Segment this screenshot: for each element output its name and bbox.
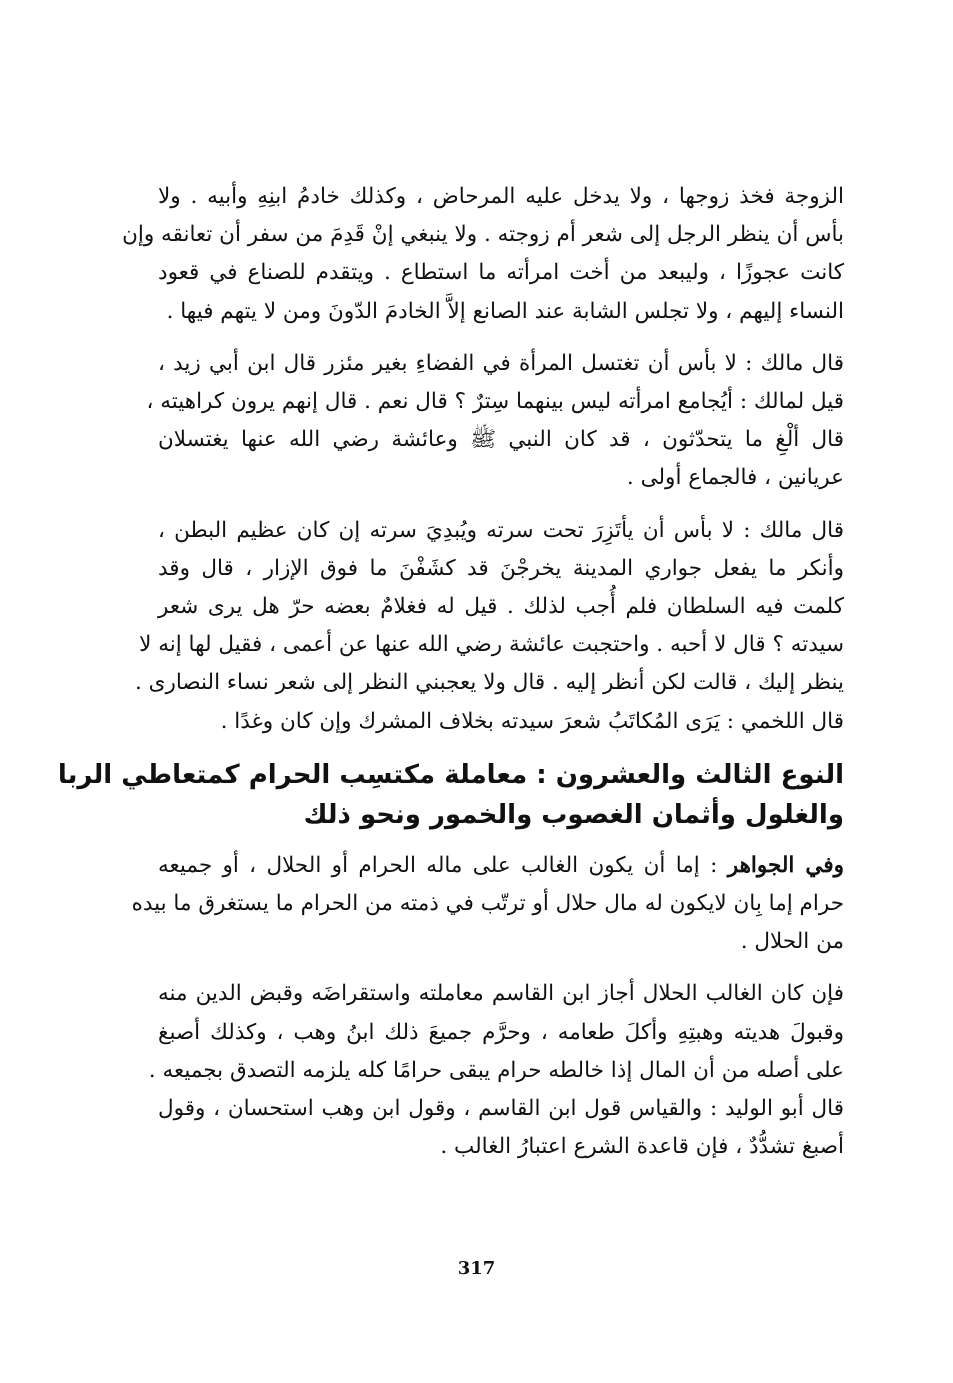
- paragraph-5: [148, 975, 844, 1166]
- paragraph-1: [122, 178, 844, 331]
- text-line: كانت عجوزًا ، وليبعد من أخت امرأته ما استطاع . ويتقدم للصناع في قعود: [158, 260, 844, 286]
- text-line: قال مالك : لا بأس أن تغتسل المرأة في الفضاءِ بغير مئزر قال ابن أبي زيد ،: [158, 350, 844, 376]
- text-line: من الحلال .: [740, 929, 844, 955]
- page-content: [57, 178, 844, 1180]
- bold-lead: وفي الجواهر: [727, 852, 844, 878]
- text-line: قال اللخمي : يَرَى المُكاتَبُ شعرَ سيدته بخلاف المشرك وإن كان وغدًا .: [220, 708, 844, 734]
- text-line: على أصله من أن المال إذا خالطه حرام يبقى حرامًا كله يلزمه التصدق بجميعه .: [148, 1057, 844, 1083]
- paragraph-3: [134, 512, 844, 741]
- section-heading: [57, 755, 844, 835]
- text-line: حرام إما بِان لايكون له مال حلال أو ترتّب في ذمته من الحرام ما يستغرق ما بيده: [131, 891, 844, 917]
- text-line: عريانين ، فالجماع أولى .: [626, 465, 844, 491]
- text-line: وأنكر ما يفعل جواري المدينة يخرجْنَ قد كشَفْنَ ما فوق الإزار ، قال وقد: [158, 555, 844, 581]
- text-line: قال ألْغِ ما يتحدّثون ، قد كان النبي ﷺ وعائشة رضي الله عنها يغتسلان: [158, 427, 844, 453]
- heading-line: النوع الثالث والعشرون : معاملة مكتسِب الحرام كمتعاطي الربا: [57, 759, 844, 790]
- text-line: النساء إليهم ، ولا تجلس الشابة عند الصانع إلاَّ الخادمَ الدّونَ ومن لا يتهم فيها .: [166, 298, 844, 324]
- text-line: أصبغ تشدُّدٌ ، فإن قاعدة الشرع اعتبارُ الغالب .: [440, 1134, 844, 1160]
- text-line: وقبولَ هديته وهبتِهِ وأكلَ طعامه ، وحرَّم جميعَ ذلك ابنُ وهب ، وكذلك أصبغ: [158, 1019, 844, 1045]
- paragraph-4: [131, 847, 844, 962]
- text-line: سيدته ؟ قال لا أحبه . واحتجبت عائشة رضي الله عنها عن أعمى ، فقيل لها إنه لا: [139, 632, 844, 658]
- text-line: ينظر إليك ، قالت لكن أنظر إليه . قال ولا يعجبني النظر إلى شعر نساء النصارى .: [134, 670, 844, 696]
- heading-line: والغلول وأثمان الغصوب والخمور ونحو ذلك: [303, 799, 844, 830]
- page-number: 317: [457, 1258, 496, 1279]
- text-line: بأس أن ينظر الرجل إلى شعر أم زوجته . ولا ينبغي إنْ قَدِمَ من سفر أن تعانقه وإن: [122, 222, 844, 248]
- text-line: [158, 847, 844, 885]
- text-line: الزوجة فخذ زوجها ، ولا يدخل عليه المرحاض ، وكذلك خادمُ ابنِهِ وأبيه . ولا: [158, 184, 844, 209]
- text-line: قال مالك : لا بأس أن يأتَزِرَ تحت سرته ويُبدِيَ سرته إن كان عظيم البطن ،: [158, 517, 844, 543]
- text-line: قيل لمالك : أيُجامع امرأته ليس بينهما سِترٌ ؟ قال نعم . قال إنهم يرون كراهيته ،: [146, 389, 844, 415]
- text-line: قال أبو الوليد : والقياس قول ابن القاسم ، وقول ابن وهب استحسان ، وقول: [158, 1096, 844, 1122]
- text-line: كلمت فيه السلطان فلم أُجب لذلك . قيل له فغلامٌ بعضه حرّ هل يرى شعر: [158, 594, 844, 620]
- text-line: فإن كان الغالب الحلال أجاز ابن القاسم معاملته واستقراضَه وقبض الدين منه: [158, 981, 844, 1007]
- text-fragment: : إما أن يكون الغالب على ماله الحرام أو الحلال ، أو جميعه: [158, 852, 728, 878]
- paragraph-2: [146, 345, 844, 498]
